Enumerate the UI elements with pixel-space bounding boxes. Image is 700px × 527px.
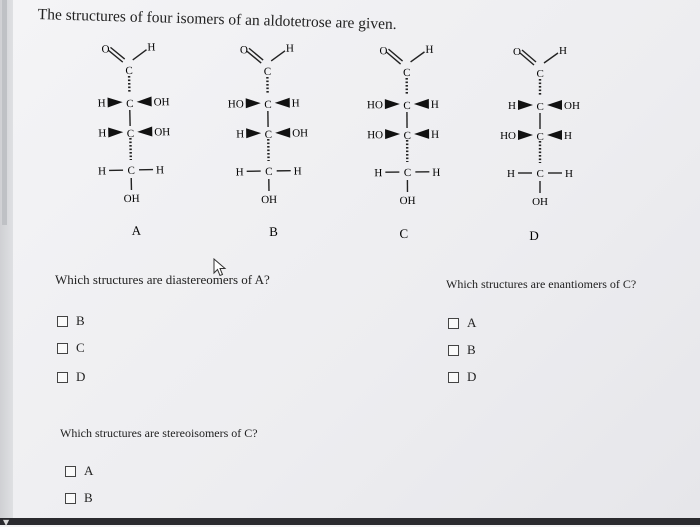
structure-c-bottom-left-h: H [374,167,383,180]
structure-c-aldehyde-o: O [379,45,388,58]
structure-a-c3: C [126,127,135,141]
enantiomers-option-b-checkbox[interactable] [448,345,459,356]
structure-b-top-left: HO [227,98,244,111]
structure-d-top-left: H [508,100,516,112]
structure-b-mid-right: OH [292,127,309,140]
structure-a-mid-right: OH [154,126,171,139]
diastereomers-option-c-checkbox[interactable] [57,343,68,354]
structure-b-c4: C [265,165,273,179]
structure-b-label: B [269,223,278,239]
structure-d-c1: C [536,68,544,80]
stereoisomers-option-a-label: A [84,463,94,478]
structure-c-c4: C [403,166,412,180]
structure-a-bottom-right-h: H [155,164,165,177]
structure-c-top-left: HO [366,99,383,112]
structure-b-bottom-right-h: H [293,165,302,178]
enantiomers-option-a-checkbox[interactable] [448,318,459,329]
structure-b-mid-left: H [236,128,245,141]
structure-a [95,41,172,238]
structure-c-c2: C [403,99,411,113]
structure-a-top-right: OH [153,96,170,109]
structure-d-mid-left: HO [500,130,516,142]
enantiomers-question: Which structures are enantiomers of C? [446,277,637,291]
structure-b-aldehyde-o: O [239,44,249,57]
enantiomers-option-d-checkbox[interactable] [448,372,459,383]
structure-b-bottom-oh: OH [261,193,278,207]
structure-c-aldehyde-h: H [425,43,434,56]
structure-c-mid-left: HO [367,129,384,142]
structure-c-c3: C [403,129,411,143]
enantiomers-option-a-label: A [467,315,477,330]
structure-d-bottom-oh: OH [532,196,548,208]
stereoisomers-question: Which structures are stereoisomers of C? [60,426,258,440]
structure-c-top-right: H [430,98,439,111]
structure-a-label: A [131,222,142,238]
enantiomers-option-b[interactable] [448,342,476,358]
structure-d-aldehyde-o: O [513,46,521,58]
diastereomers-option-b[interactable] [57,313,85,329]
structure-d-top-right: OH [564,100,580,112]
structure-a-bottom-oh: OH [123,192,140,206]
structure-d-mid-right: H [564,130,572,142]
stereoisomers-option-b[interactable] [65,490,93,506]
diastereomers-option-c-label: C [76,340,85,355]
structure-c-bottom-right-h: H [432,166,441,179]
structure-d-c3: C [536,131,544,143]
structure-a-c1: C [125,64,133,78]
structure-c-c1: C [403,66,411,80]
stereoisomers-option-a-checkbox[interactable] [65,466,76,477]
bottom-edge-bar [0,518,700,525]
stereoisomers-option-b-checkbox[interactable] [65,493,76,504]
structure-c-bottom-oh: OH [399,194,416,208]
diastereomers-option-b-checkbox[interactable] [57,316,68,327]
structure-b-c2: C [264,98,272,112]
structure-c-mid-right: H [431,128,440,141]
structure-a-c2: C [126,97,134,111]
diastereomers-option-d-label: D [76,369,86,384]
structure-d-label: D [529,228,539,243]
diastereomers-option-c[interactable] [57,340,85,356]
structure-d-c4: C [536,168,544,180]
structures-figure [0,0,700,260]
diastereomers-option-b-label: B [76,313,85,328]
structure-a-aldehyde-o: O [101,43,110,56]
structure-a-aldehyde-h: H [147,41,156,54]
structure-d-bottom-right-h: H [565,168,573,180]
stereoisomers-option-b-label: B [84,490,93,505]
enantiomers-option-a[interactable] [448,315,476,331]
structure-a-top-left: H [97,97,106,110]
diastereomers-question: Which structures are diastereomers of A? [55,272,270,287]
question-title: The structures of four isomers of an aldotetrose are given. [37,6,397,34]
enantiomers-option-d-label: D [467,369,477,384]
structure-a-c4: C [127,164,136,178]
structure-b [227,42,310,239]
structure-a-bottom-left-h: H [97,165,107,178]
structure-b-bottom-left-h: H [235,166,244,179]
structure-d-bottom-left-h: H [507,168,515,180]
structure-b-top-right: H [291,97,300,110]
diastereomers-option-d-checkbox[interactable] [57,372,68,383]
diastereomers-option-d[interactable] [57,369,85,385]
enantiomers-option-b-label: B [467,342,476,357]
structure-d-c2: C [536,101,544,113]
structure-b-aldehyde-h: H [285,42,295,55]
structure-c [367,44,441,242]
enantiomers-option-d[interactable] [448,369,476,385]
structure-c-label: C [399,225,409,242]
structure-b-c3: C [264,128,273,142]
scroll-down-arrow-icon[interactable]: ▼ [3,518,10,527]
stereoisomers-option-a[interactable] [65,463,93,479]
structure-a-mid-left: H [98,127,107,140]
structure-b-c1: C [263,65,272,79]
structure-d-aldehyde-h: H [559,45,567,57]
structure-d [500,45,580,243]
